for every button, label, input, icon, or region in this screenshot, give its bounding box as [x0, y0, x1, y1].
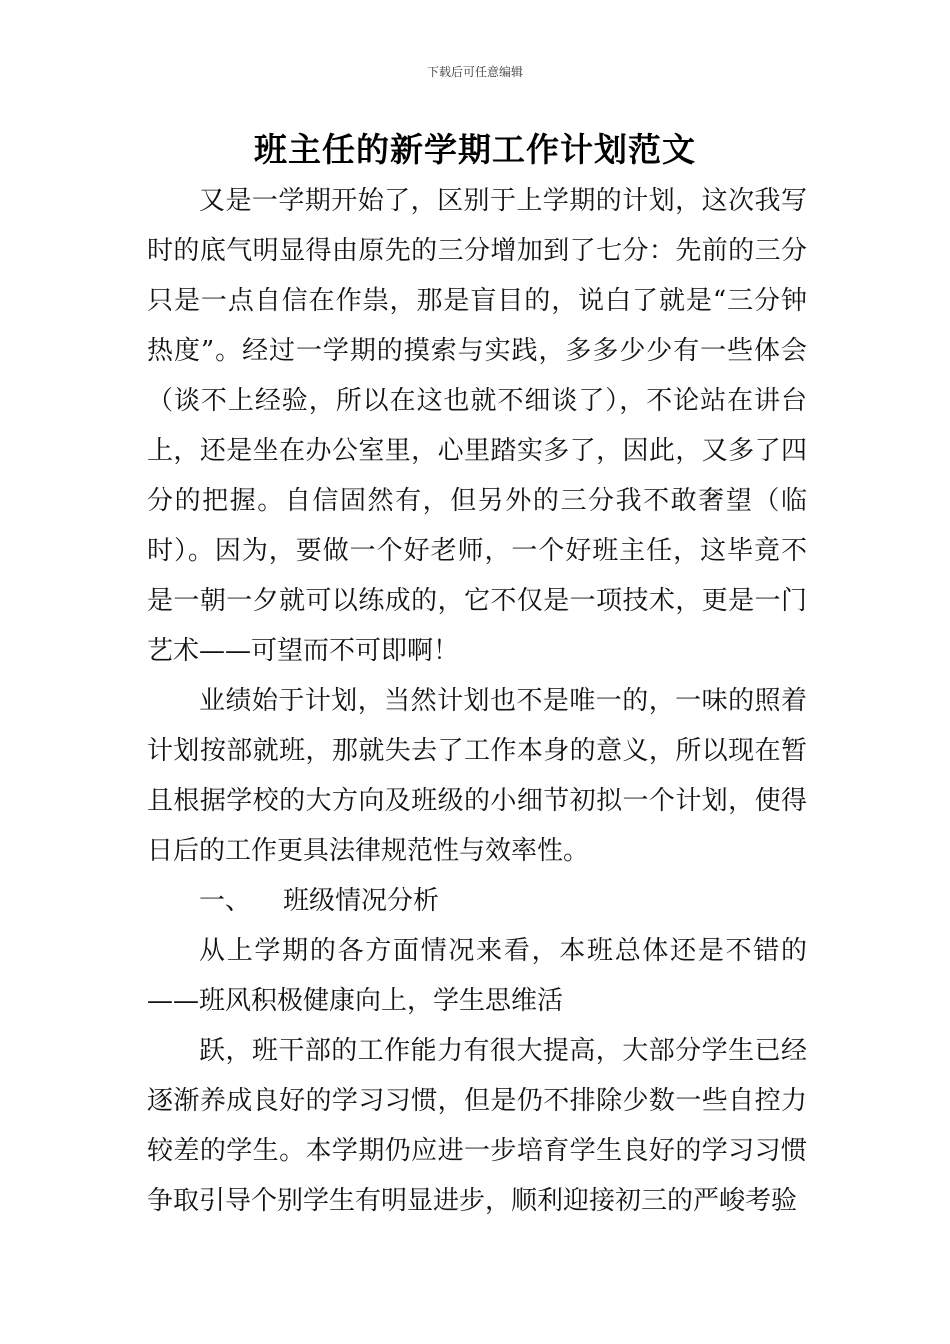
paragraph-section1-1: 从上学期的各方面情况来看，本班总体还是不错的——班风积极健康向上，学生思维活	[147, 936, 807, 1016]
paragraph-intro-1: 又是一学期开始了，区别于上学期的计划，这次我写时的底气明显得由原先的三分增加到了七分：先前的三分只是一点自信在作祟，那是盲目的，说白了就是“三分钟热度”。经过一学期的摸索与实践，多多少少有一些体会（谈不上经验，所以在这也就不细谈了），不论站在讲台上，还是坐在办公室里，心里踏实多了，因此，又多了四分的把握。自信固然有，但另外的三分我不敢奢望（临时）。因为，要做一个好老师，一个好班主任，这毕竟不是一朝一夕就可以练成的，它不仅是一项技术，更是一门艺术——可望而不可即啊！	[147, 186, 807, 666]
paragraph-section1-2: 跃，班干部的工作能力有很大提高，大部分学生已经逐渐养成良好的学习习惯，但是仍不排除少数一些自控力较差的学生。本学期仍应进一步培育学生良好的学习习惯争取引导个别学生有明显进步，顺利迎接初三的严峻考验	[147, 1036, 807, 1216]
section-number: 一、	[199, 886, 252, 916]
section-heading-1	[147, 876, 807, 926]
paragraph-intro-2: 业绩始于计划，当然计划也不是唯一的，一味的照着计划按部就班，那就失去了工作本身的意义，所以现在暂且根据学校的大方向及班级的小细节初拟一个计划，使得日后的工作更具法律规范性与效率性。	[147, 686, 807, 866]
document-title: 班主任的新学期工作计划范文	[254, 130, 696, 169]
document-body	[147, 176, 807, 1226]
header-note: 下载后可任意编辑	[426, 65, 523, 79]
section-title: 班级情况分析	[283, 886, 440, 916]
